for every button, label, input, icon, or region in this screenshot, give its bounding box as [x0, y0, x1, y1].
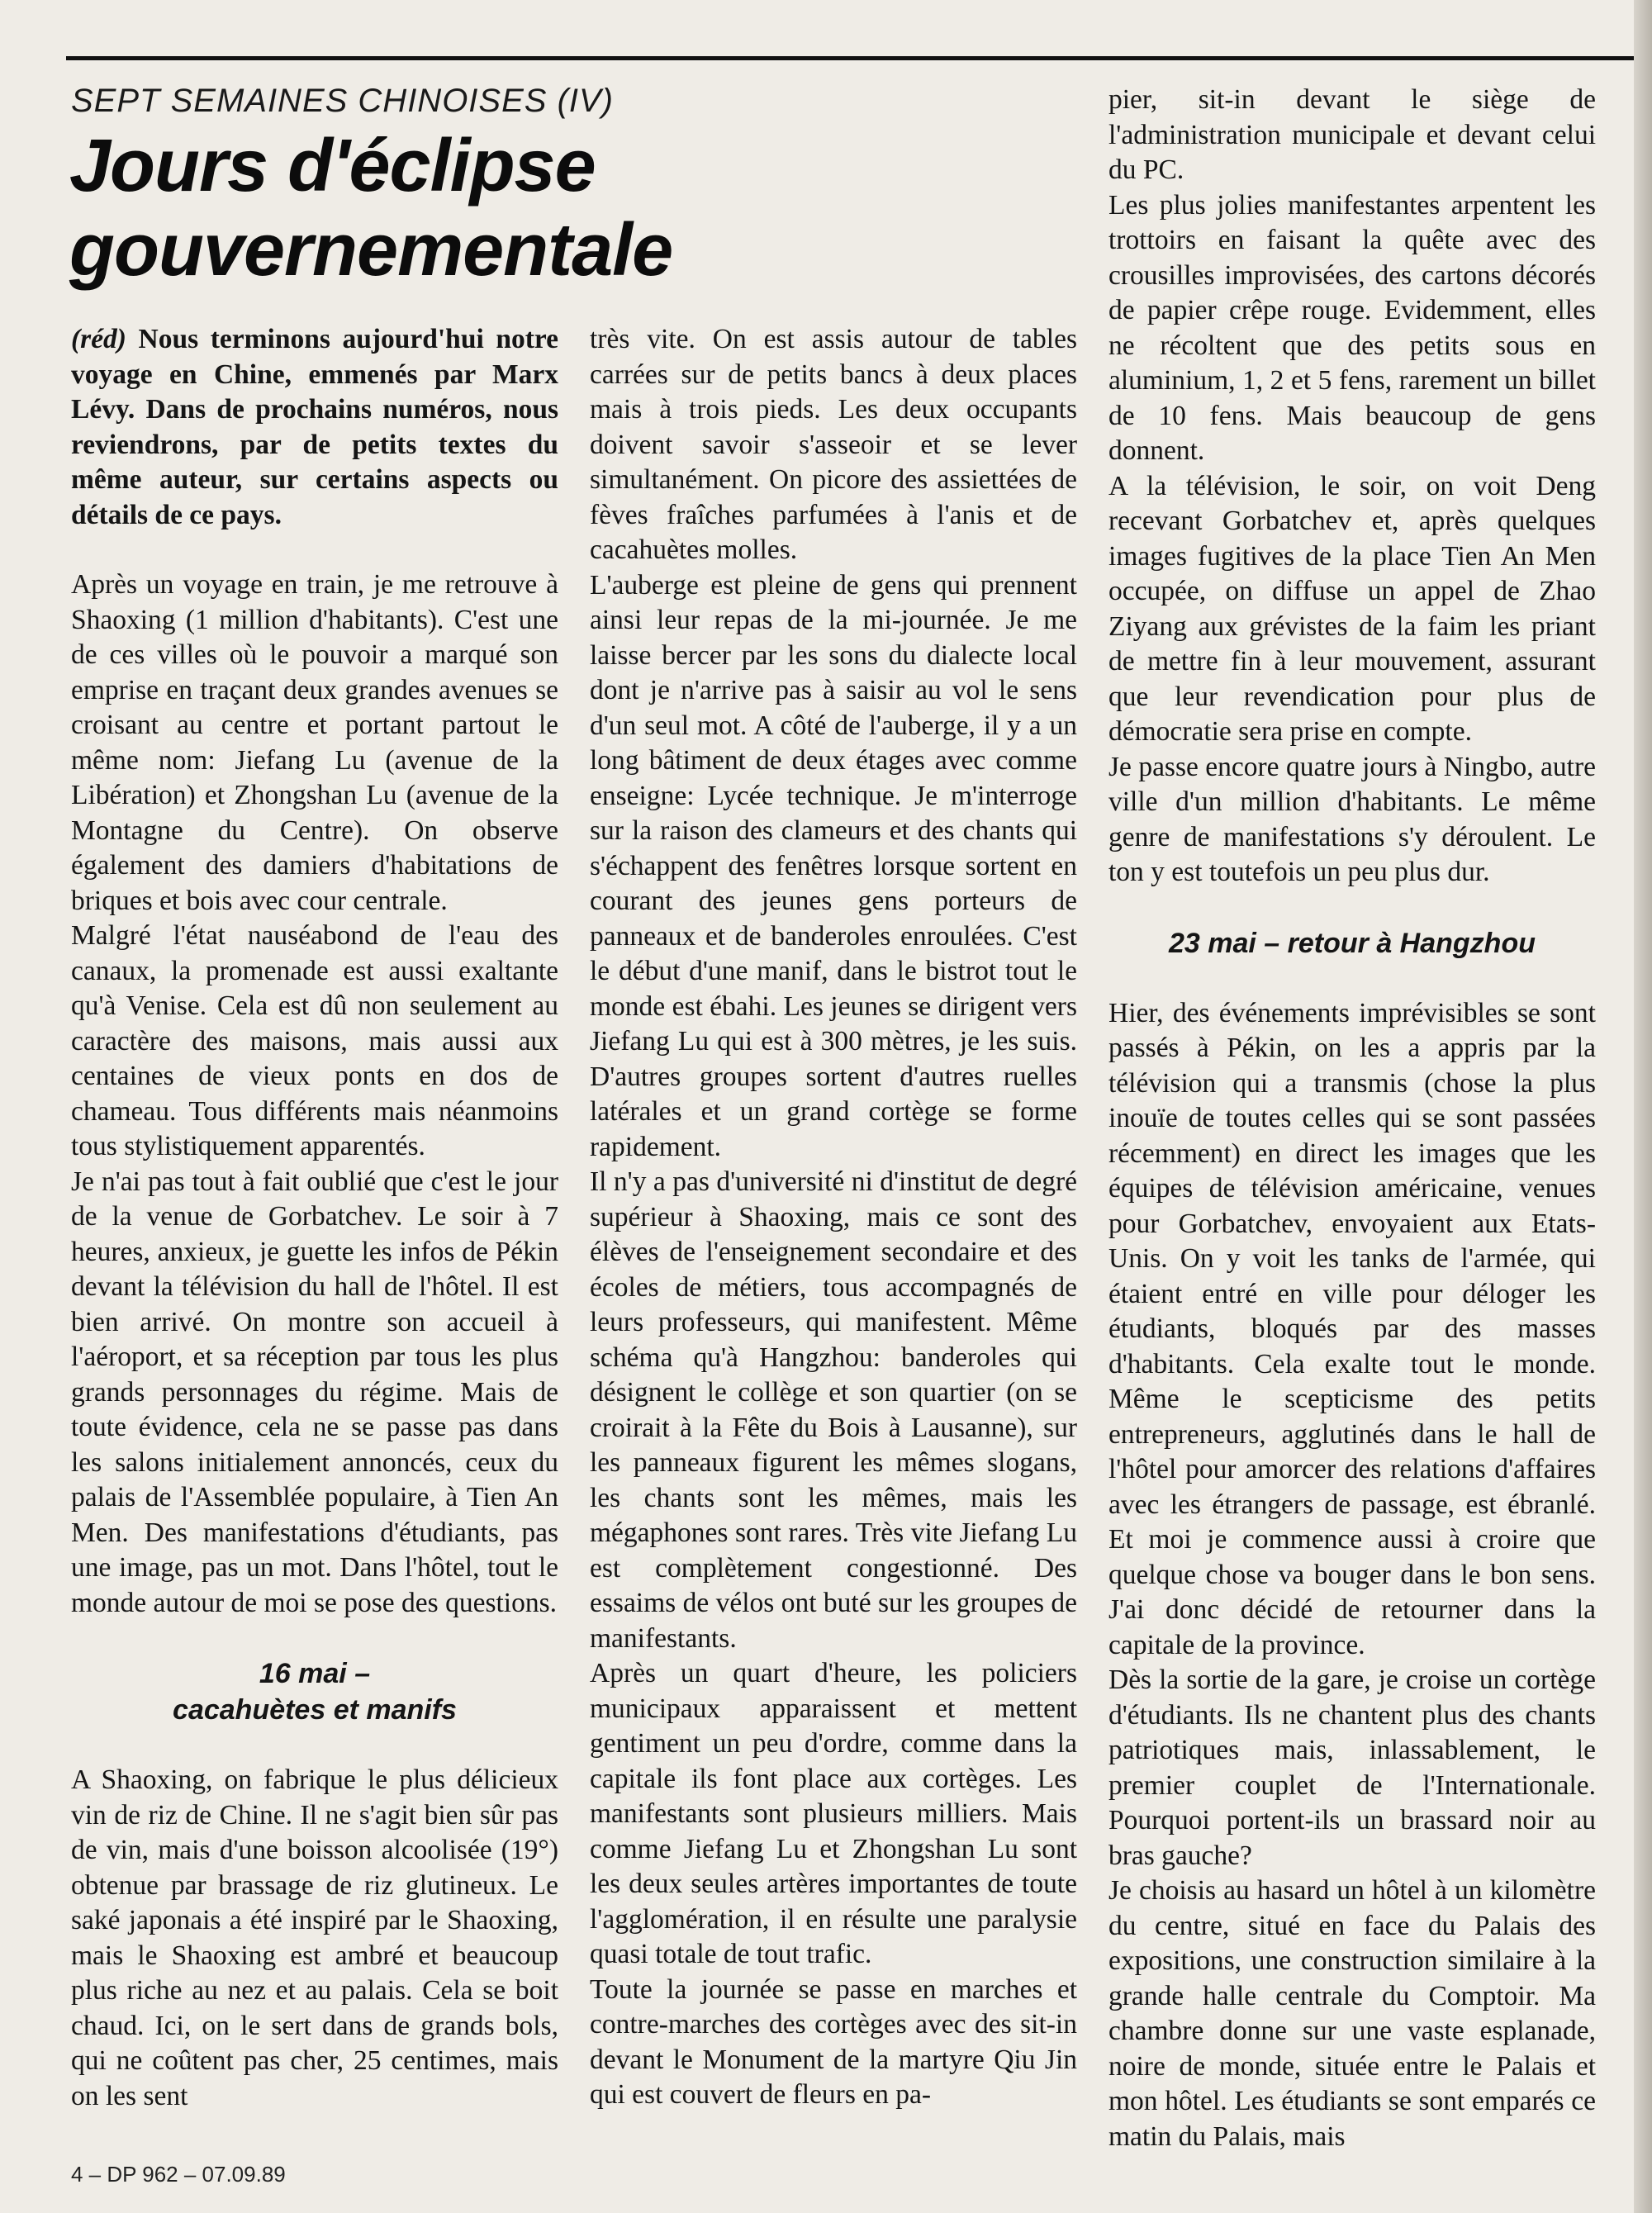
paragraph: Après un voyage en train, je me retrouve à Shaoxing (1 million d'habitants). C'est une de ces villes où le pouvoir a marqué son emprise en traçant deux grandes avenues se croisant au centre et portant partout le même nom: Jiefang Lu (avenue de la Libération) et Zhongshan Lu (avenue de la Montagne du Centre). On observe également des damiers d'habitations de briques et bois avec cour centrale.	[71, 569, 558, 916]
paragraph: Malgré l'état nauséabond de l'eau des canaux, la promenade est aussi exaltante qu'à Venise. Cela est dû non seulement au caractère des maisons, mais aussi aux centaines de vieux ponts en dos de chameau. Tous différents mais néanmoins tous stylistiquement apparentés.	[71, 920, 558, 1161]
lead-text: Nous terminons aujourd'hui notre voyage en Chine, emmenés par Marx Lévy. Dans de prochains numéros, nous reviendrons, par de petits textes du même auteur, sur certains aspects ou détails de ce pays.	[71, 324, 558, 530]
series-title: SEPT SEMAINES CHINOISES (IV)	[71, 83, 615, 119]
paragraph: Toute la journée se passe en marches et contre-marches des cortèges avec des sit-in devant le Monument de la martyre Qiu Jin qui est couvert de fleurs en pa-	[590, 1973, 1077, 2110]
column-3	[1108, 83, 1596, 2160]
paragraph: L'auberge est pleine de gens qui prennent ainsi leur repas de la mi-journée. Je me laisse bercer par les sons du dialecte local dont je n'arrive pas à saisir au vol le sens d'un seul mot. A côté de l'auberge, il y a un long bâtiment de deux étages avec comme enseigne: Lycée technique. Je m'interroge sur la raison des clameurs et des chants qui s'échappent des fenêtres lorsque sortent en courant des jeunes gens porteurs de panneaux et de banderoles enroulées. C'est le début d'une manif, dans le bistrot tout le monde est ébahi. Les jeunes se dirigent vers Jiefang Lu qui est à 300 mètres, je les suis. D'autres groupes sortent d'autres ruelles latérales et un grand cortège se forme rapidement.	[590, 569, 1077, 1162]
paragraph: Il n'y a pas d'université ni d'institut de degré supérieur à Shaoxing, mais ce sont des élèves de l'enseignement secondaire et des écoles de métiers, tous accompagnés de leurs professeurs, qui manifestent. Même schéma qu'à Hangzhou: banderoles qui désignent le collège et son quartier (on se croirait à la Fête du Bois à Lausanne), sur les panneaux figurent les mêmes slogans, les chants sont les mêmes, mais les mégaphones sont rares. Très vite Jiefang Lu est complètement congestionné. Des essaims de vélos ont buté sur les groupes de manifestants.	[590, 1166, 1077, 1654]
paragraph: Les plus jolies manifestantes arpentent les trottoirs en faisant la quête avec des crousilles improvisées, des cartons décorés de papier crêpe rouge. Evidemment, elles ne récoltent que des petits sous en aluminium, 1, 2 et 5 fens, rarement un billet de 10 fens. Mais beaucoup de gens donnent.	[1108, 189, 1596, 466]
paragraph: Dès la sortie de la gare, je croise un cortège d'étudiants. Ils ne chantent plus des chants patriotiques mais, inlassablement, le premier couplet de l'Internationale. Pourquoi portent-ils un brassard noir au bras gauche?	[1108, 1664, 1596, 1871]
subheading-line-1: 16 mai –	[259, 1658, 371, 1689]
paragraph: pier, sit-in devant le siège de l'administration municipale et devant celui du PC.	[1108, 84, 1596, 185]
column-1	[71, 322, 558, 2127]
paragraph: Je choisis au hasard un hôtel à un kilomètre du centre, situé en face du Palais des expositions, une construction similaire à la grande halle centrale du Comptoir. Ma chambre donne sur une vaste esplanade, noire de monde, située entre le Palais et mon hôtel. Les étudiants se sont emparés ce matin du Palais, mais	[1108, 1875, 1596, 2152]
paragraph: Après un quart d'heure, les policiers municipaux apparaissent et mettent gentiment un peu d'ordre, comme dans la capitale ils font place aux cortèges. Les manifestants sont plusieurs milliers. Mais comme Jiefang Lu et Zhongshan Lu sont les deux seules artères importantes de toute l'agglomération, il en résulte une paralysie quasi totale de tout trafic.	[590, 1658, 1077, 1969]
column-2	[590, 322, 1077, 2160]
headline	[69, 124, 1061, 292]
paragraph: A la télévision, le soir, on voit Deng recevant Gorbatchev et, après quelques images fugitives de la place Tien An Men occupée, on diffuse un appel de Zhao Ziyang aux grévistes de la faim les priant de mettre fin à leur mouvement, assurant que leur revendication pour plus de démocratie sera prise en compte.	[1108, 470, 1596, 747]
subheading-23-mai: 23 mai – retour à Hangzhou	[1169, 927, 1536, 959]
headline-line-1: Jours d'éclipse	[69, 125, 596, 207]
page-edge	[1634, 0, 1652, 2213]
page-footer: 4 – DP 962 – 07.09.89	[71, 2162, 286, 2187]
lead-paragraph	[71, 322, 558, 533]
paragraph: Hier, des événements imprévisibles se sont passés à Pékin, on les a appris par la télévision qui a transmis (chose la plus inouïe de toutes celles qui se sont passées récemment) en direct les images que les équipes de télévision américaine, venues pour Gorbatchev, envoyaient aux Etats-Unis. On y voit les tanks de l'armée, qui étaient entré en ville pour déloger les étudiants, bloqués par des masses d'habitants. Cela exalte tout le monde. Même le scepticisme des petits entrepreneurs, agglutinés dans le hall de l'hôtel pour amorcer des relations d'affaires avec les étrangers de passage, est ébranlé. Et moi je commence aussi à croire que quelque chose va bouger dans le bon sens. J'ai donc décidé de retourner dans la capitale de la province.	[1108, 997, 1596, 1660]
top-rule	[66, 56, 1635, 60]
paragraph: A Shaoxing, on fabrique le plus délicieux vin de riz de Chine. Il ne s'agit bien sûr pas de vin, mais d'une boisson alcoolisée (19°) obtenue par brassage de riz glutineux. Le saké japonais a été inspiré par le Shaoxing, mais le Shaoxing est ambré et beaucoup plus riche au nez et au palais. Cela se boit chaud. Ici, on le sert dans de grands bols, qui ne coûtent pas cher, 25 centimes, mais on les sent	[71, 1764, 558, 2111]
subheading-16-mai	[71, 1655, 558, 1728]
paragraph: Je n'ai pas tout à fait oublié que c'est le jour de la venue de Gorbatchev. Le soir à 7 heures, anxieux, je guette les infos de Pékin devant la télévision du hall de l'hôtel. Il est bien arrivé. On montre son accueil à l'aéroport, et sa réception par tous les plus grands personnages du régime. Mais de toute évidence, cela ne se passe pas dans les salons initialement annoncés, ceux du palais de l'Assemblée populaire, à Tien An Men. Des manifestations d'étudiants, pas une image, pas un mot. Dans l'hôtel, tout le monde autour de moi se pose des questions.	[71, 1166, 558, 1618]
lead-tag: (réd)	[71, 324, 126, 354]
headline-line-2: gouvernementale	[69, 209, 673, 292]
paragraph: très vite. On est assis autour de tables carrées sur de petits bancs à deux places mais à trois pieds. Les deux occupants doivent savoir s'asseoir et se lever simultanément. On picore des assiettées de fèves fraîches parfumées à l'anis et de cacahuètes molles.	[590, 324, 1077, 565]
subheading-line-2: cacahuètes et manifs	[173, 1694, 457, 1726]
paragraph: Je passe encore quatre jours à Ningbo, autre ville d'un million d'habitants. Le même genre de manifestations s'y déroulent. Le ton y est toutefois un peu plus dur.	[1108, 751, 1596, 887]
